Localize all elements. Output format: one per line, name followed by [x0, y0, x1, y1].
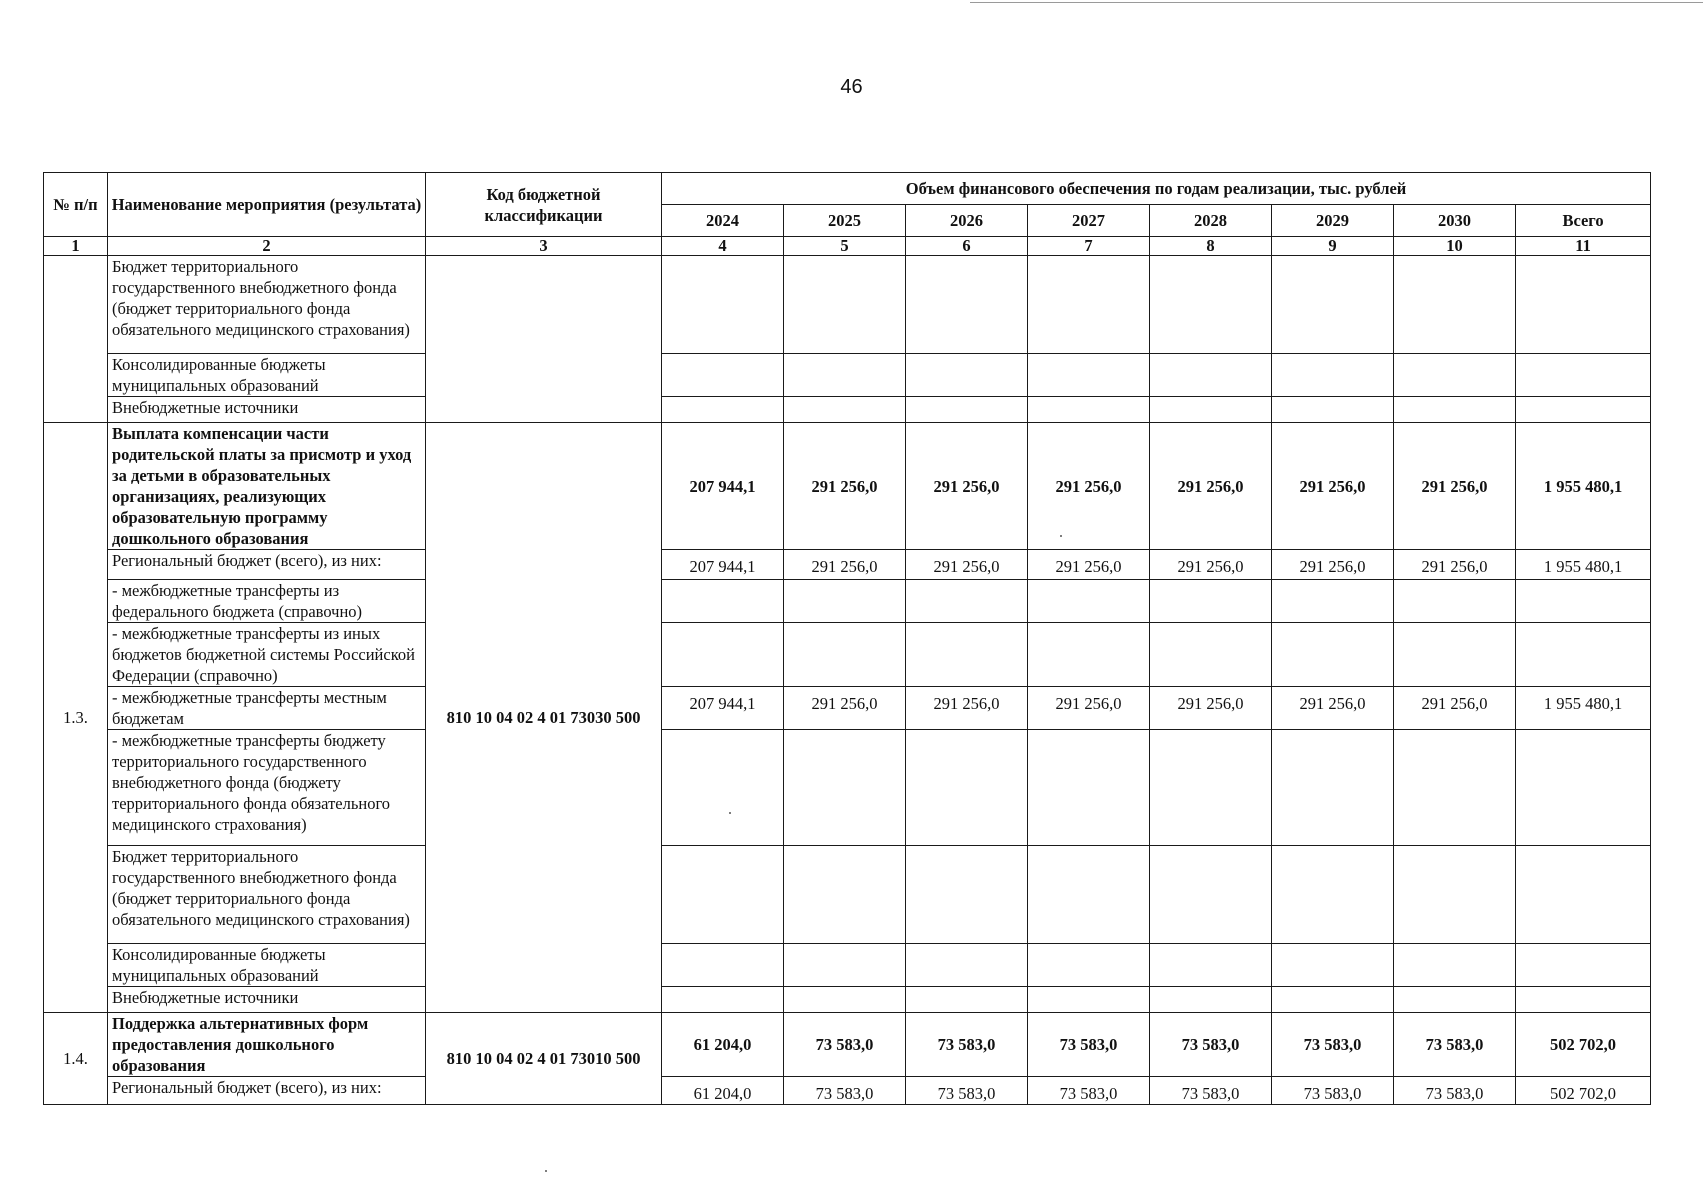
header-year: 2024 [662, 205, 784, 237]
year-value-cell [1272, 623, 1394, 687]
row-name: Региональный бюджет (всего), из них: [108, 550, 426, 580]
year-value-cell [1150, 846, 1272, 944]
year-value-cell: 291 256,0 [1394, 687, 1516, 730]
year-value-cell [1394, 580, 1516, 623]
year-value-cell [1272, 944, 1394, 987]
year-value-cell [1150, 580, 1272, 623]
year-value-cell [1150, 730, 1272, 846]
year-value-cell [784, 397, 906, 423]
row-name: Бюджет территориального государственного внебюджетного фонда (бюджет территориального фонда обязательного медицинского страхования) [108, 846, 426, 944]
year-value-cell: 291 256,0 [906, 687, 1028, 730]
row-name: - межбюджетные трансферты из федерального бюджета (справочно) [108, 580, 426, 623]
column-number: 1 [44, 237, 108, 256]
row-name: - межбюджетные трансферты бюджету территориального государственного внебюджетного фонда (бюджету территориального фонда обязательного медицинского страхования) [108, 730, 426, 846]
total-cell: 1 955 480,1 [1516, 550, 1651, 580]
row-name: Региональный бюджет (всего), из них: [108, 1077, 426, 1105]
year-value-cell: 73 583,0 [1150, 1077, 1272, 1105]
year-value-cell [662, 846, 784, 944]
column-number: 11 [1516, 237, 1651, 256]
table-row [44, 623, 1651, 687]
total-cell [1516, 354, 1651, 397]
year-value-cell: 73 583,0 [784, 1077, 906, 1105]
header-year: 2026 [906, 205, 1028, 237]
budget-code [426, 256, 662, 423]
row-number: 1.3. [44, 423, 108, 1013]
year-value-cell [662, 354, 784, 397]
year-value-cell [1272, 580, 1394, 623]
header-year: 2028 [1150, 205, 1272, 237]
row-name: Внебюджетные источники [108, 397, 426, 423]
header-year: 2029 [1272, 205, 1394, 237]
year-value-cell [1272, 256, 1394, 354]
year-value-cell [1394, 256, 1516, 354]
year-value-cell: 73 583,0 [1028, 1013, 1150, 1077]
year-value-cell: 207 944,1 [662, 687, 784, 730]
year-value-cell: 291 256,0 [784, 687, 906, 730]
year-value-cell: 73 583,0 [1272, 1013, 1394, 1077]
scan-speck [545, 1170, 547, 1172]
year-value-cell [1028, 397, 1150, 423]
row-name: Выплата компенсации части родительской платы за присмотр и уход за детьми в образовательных организациях, реализующих образовательную программу дошкольного образования [108, 423, 426, 550]
table-row [44, 1077, 1651, 1105]
year-value-cell: 291 256,0 [1150, 423, 1272, 550]
column-number: 7 [1028, 237, 1150, 256]
year-value-cell: 291 256,0 [1028, 687, 1150, 730]
row-name: Консолидированные бюджеты муниципальных образований [108, 944, 426, 987]
year-value-cell: 73 583,0 [1028, 1077, 1150, 1105]
year-value-cell: 291 256,0 [784, 550, 906, 580]
year-value-cell [1272, 730, 1394, 846]
year-value-cell: 73 583,0 [1394, 1013, 1516, 1077]
column-number: 3 [426, 237, 662, 256]
year-value-cell [1272, 987, 1394, 1013]
table-row [44, 1013, 1651, 1077]
budget-code: 810 10 04 02 4 01 73010 500 [426, 1013, 662, 1105]
table-row [44, 550, 1651, 580]
year-value-cell [1394, 730, 1516, 846]
header-code: Код бюджетной классификации [426, 173, 662, 237]
year-value-cell [1150, 256, 1272, 354]
year-value-cell: 291 256,0 [1028, 550, 1150, 580]
year-value-cell: 291 256,0 [1272, 550, 1394, 580]
table-row [44, 730, 1651, 846]
year-value-cell [1394, 397, 1516, 423]
table-row [44, 423, 1651, 550]
year-value-cell [784, 730, 906, 846]
column-number: 4 [662, 237, 784, 256]
row-number [44, 256, 108, 423]
scan-speck [1060, 535, 1062, 537]
total-cell [1516, 256, 1651, 354]
total-cell [1516, 623, 1651, 687]
year-value-cell [662, 987, 784, 1013]
year-value-cell [906, 397, 1028, 423]
table-row [44, 256, 1651, 354]
year-value-cell [662, 944, 784, 987]
total-cell: 1 955 480,1 [1516, 687, 1651, 730]
header-total: Всего [1516, 205, 1651, 237]
row-name: Бюджет территориального государственного внебюджетного фонда (бюджет территориального фонда обязательного медицинского страхования) [108, 256, 426, 354]
row-name: Консолидированные бюджеты муниципальных образований [108, 354, 426, 397]
year-value-cell: 73 583,0 [784, 1013, 906, 1077]
year-value-cell: 291 256,0 [1150, 687, 1272, 730]
year-value-cell [784, 944, 906, 987]
year-value-cell [662, 623, 784, 687]
column-number: 8 [1150, 237, 1272, 256]
year-value-cell [784, 846, 906, 944]
row-name: - межбюджетные трансферты местным бюджетам [108, 687, 426, 730]
header-finance: Объем финансового обеспечения по годам реализации, тыс. рублей [662, 173, 1651, 205]
header-year: 2025 [784, 205, 906, 237]
column-number: 10 [1394, 237, 1516, 256]
table-row [44, 846, 1651, 944]
header-name: Наименование мероприятия (результата) [108, 173, 426, 237]
year-value-cell [784, 987, 906, 1013]
row-number: 1.4. [44, 1013, 108, 1105]
year-value-cell [1394, 354, 1516, 397]
year-value-cell [784, 354, 906, 397]
year-value-cell: 291 256,0 [1272, 687, 1394, 730]
year-value-cell [1028, 623, 1150, 687]
year-value-cell [1028, 846, 1150, 944]
year-value-cell [662, 730, 784, 846]
table-row [44, 397, 1651, 423]
year-value-cell [1028, 580, 1150, 623]
row-name: - межбюджетные трансферты из иных бюджетов бюджетной системы Российской Федерации (справочно) [108, 623, 426, 687]
year-value-cell [1272, 397, 1394, 423]
column-number: 2 [108, 237, 426, 256]
table-row [44, 580, 1651, 623]
table-header [44, 173, 1651, 237]
total-cell: 502 702,0 [1516, 1077, 1651, 1105]
year-value-cell: 291 256,0 [1272, 423, 1394, 550]
table-row [44, 354, 1651, 397]
total-cell [1516, 944, 1651, 987]
year-value-cell [1028, 987, 1150, 1013]
year-value-cell: 291 256,0 [1394, 423, 1516, 550]
table-row [44, 687, 1651, 730]
year-value-cell: 73 583,0 [1272, 1077, 1394, 1105]
year-value-cell: 291 256,0 [1394, 550, 1516, 580]
year-value-cell [1150, 623, 1272, 687]
column-number-row [44, 237, 1651, 256]
year-value-cell [1394, 846, 1516, 944]
total-cell [1516, 580, 1651, 623]
scan-edge-line [970, 2, 1703, 3]
year-value-cell [1150, 354, 1272, 397]
header-number: № п/п [44, 173, 108, 237]
total-cell [1516, 730, 1651, 846]
year-value-cell [784, 580, 906, 623]
year-value-cell [1028, 730, 1150, 846]
year-value-cell: 73 583,0 [1150, 1013, 1272, 1077]
year-value-cell: 207 944,1 [662, 423, 784, 550]
year-value-cell [1394, 987, 1516, 1013]
year-value-cell: 73 583,0 [906, 1013, 1028, 1077]
year-value-cell [1028, 944, 1150, 987]
year-value-cell: 291 256,0 [1028, 423, 1150, 550]
year-value-cell [906, 944, 1028, 987]
header-year: 2030 [1394, 205, 1516, 237]
year-value-cell: 291 256,0 [1150, 550, 1272, 580]
year-value-cell [906, 354, 1028, 397]
year-value-cell: 291 256,0 [906, 423, 1028, 550]
financing-table [43, 172, 1651, 1105]
year-value-cell [1150, 397, 1272, 423]
year-value-cell [1150, 944, 1272, 987]
total-cell [1516, 846, 1651, 944]
year-value-cell [1272, 354, 1394, 397]
year-value-cell: 73 583,0 [1394, 1077, 1516, 1105]
column-number: 9 [1272, 237, 1394, 256]
year-value-cell [1150, 987, 1272, 1013]
table-row [44, 944, 1651, 987]
year-value-cell [906, 580, 1028, 623]
table-row [44, 987, 1651, 1013]
year-value-cell [662, 397, 784, 423]
year-value-cell [1272, 846, 1394, 944]
year-value-cell [906, 730, 1028, 846]
year-value-cell: 61 204,0 [662, 1013, 784, 1077]
table-body [44, 237, 1651, 1105]
year-value-cell [906, 623, 1028, 687]
year-value-cell [1394, 944, 1516, 987]
header-year: 2027 [1028, 205, 1150, 237]
year-value-cell [662, 256, 784, 354]
year-value-cell: 291 256,0 [906, 550, 1028, 580]
year-value-cell [1028, 256, 1150, 354]
year-value-cell: 73 583,0 [906, 1077, 1028, 1105]
total-cell: 502 702,0 [1516, 1013, 1651, 1077]
year-value-cell: 207 944,1 [662, 550, 784, 580]
total-cell [1516, 397, 1651, 423]
budget-code: 810 10 04 02 4 01 73030 500 [426, 423, 662, 1013]
year-value-cell [906, 256, 1028, 354]
year-value-cell [906, 846, 1028, 944]
year-value-cell [662, 580, 784, 623]
year-value-cell [1394, 623, 1516, 687]
total-cell [1516, 987, 1651, 1013]
year-value-cell [784, 623, 906, 687]
column-number: 6 [906, 237, 1028, 256]
year-value-cell [906, 987, 1028, 1013]
year-value-cell: 61 204,0 [662, 1077, 784, 1105]
year-value-cell [784, 256, 906, 354]
total-cell: 1 955 480,1 [1516, 423, 1651, 550]
row-name: Внебюджетные источники [108, 987, 426, 1013]
page-number: 46 [840, 76, 863, 98]
year-value-cell: 291 256,0 [784, 423, 906, 550]
scan-speck [729, 812, 731, 814]
year-value-cell [1028, 354, 1150, 397]
row-name: Поддержка альтернативных форм предоставления дошкольного образования [108, 1013, 426, 1077]
column-number: 5 [784, 237, 906, 256]
